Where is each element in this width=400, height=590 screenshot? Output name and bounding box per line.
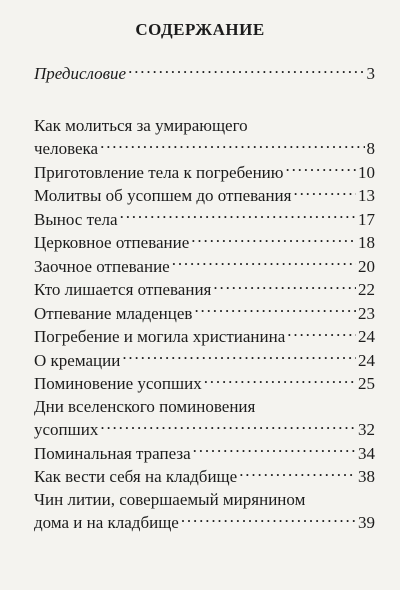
- toc-entry: [34, 278, 375, 302]
- dot-leader: [191, 231, 356, 248]
- dot-leader: [293, 184, 356, 201]
- toc-entry: [34, 465, 375, 489]
- toc-entry-label: Вынос тела: [34, 209, 118, 229]
- dot-leader: [204, 372, 356, 389]
- toc-page-number: 13: [358, 186, 375, 205]
- toc-page-number: 34: [358, 443, 375, 463]
- dot-leader: [213, 278, 356, 295]
- toc-entry-first-line: Дни вселенского поминовения: [34, 396, 256, 416]
- dot-leader: [128, 62, 364, 79]
- toc-entry-label: Поминовение усопших: [34, 374, 202, 393]
- toc-entry-label: дома и на кладбище: [34, 513, 179, 532]
- toc-entry: [34, 161, 375, 185]
- dot-leader: [122, 349, 356, 366]
- dot-leader: [193, 442, 356, 459]
- toc-entry-label: человека: [34, 139, 99, 158]
- toc-page-number: 20: [358, 256, 375, 276]
- toc-entry: [34, 184, 375, 208]
- dot-leader: [181, 511, 356, 528]
- toc-entry: [34, 489, 375, 535]
- toc-entry: [34, 208, 375, 232]
- dot-leader: [100, 137, 364, 154]
- toc-entry-label: О кремации: [34, 350, 121, 370]
- toc-entry-label: Поминальная трапеза: [34, 443, 191, 463]
- toc-entry-first-line: Чин литии, совершаемый мирянином: [34, 489, 306, 509]
- toc-page-number: 8: [366, 139, 375, 158]
- toc-entry-label: Церковное отпевание: [34, 233, 190, 252]
- table-of-contents: [34, 62, 375, 535]
- toc-page-number: 10: [358, 162, 375, 182]
- toc-entry-label: Приготовление тела к погребению: [34, 162, 284, 182]
- dot-leader: [120, 208, 356, 225]
- toc-entry-label: Отпевание младенцев: [34, 303, 193, 323]
- toc-page-number: 39: [358, 513, 375, 532]
- toc-page-number: 24: [358, 327, 375, 346]
- toc-page-number: 25: [358, 374, 375, 393]
- toc-page-number: 23: [358, 303, 375, 323]
- toc-entry: [34, 372, 375, 396]
- dot-leader: [239, 465, 356, 482]
- toc-entry: [34, 115, 375, 161]
- toc-page-number: 18: [358, 233, 375, 252]
- toc-entry: [34, 396, 375, 442]
- page-title: СОДЕРЖАНИЕ: [135, 20, 265, 39]
- dot-leader: [287, 325, 356, 342]
- dot-leader: [285, 161, 356, 178]
- toc-entry: [34, 349, 375, 373]
- dot-leader: [172, 255, 356, 272]
- toc-entry-label: Кто лишается отпевания: [34, 280, 212, 299]
- toc-entry: [34, 325, 375, 349]
- toc-entry-label: усопших: [34, 420, 99, 439]
- toc-entry-intro: [34, 62, 375, 86]
- toc-entry-label: Как вести себя на кладбище: [34, 467, 238, 486]
- toc-entry-label: Заочное отпевание: [34, 256, 170, 276]
- toc-entry-first-line: Как молиться за умирающего: [34, 115, 248, 135]
- toc-page-number: 3: [366, 64, 375, 83]
- toc-page-number: 32: [358, 420, 375, 439]
- toc-entry-label: Погребение и могила христианина: [34, 327, 286, 346]
- dot-leader: [194, 302, 356, 319]
- dot-leader: [100, 418, 356, 435]
- toc-page-number: 24: [358, 350, 375, 370]
- toc-entry-label: Молитвы об усопшем до отпевания: [34, 186, 292, 205]
- toc-entry: [34, 302, 375, 326]
- toc-entry: [34, 231, 375, 255]
- toc-entry-label: Предисловие: [34, 64, 127, 83]
- toc-page-number: 17: [358, 209, 375, 229]
- toc-entry: [34, 442, 375, 466]
- toc-page-number: 22: [358, 280, 375, 299]
- toc-page-number: 38: [358, 467, 375, 486]
- toc-entry: [34, 255, 375, 279]
